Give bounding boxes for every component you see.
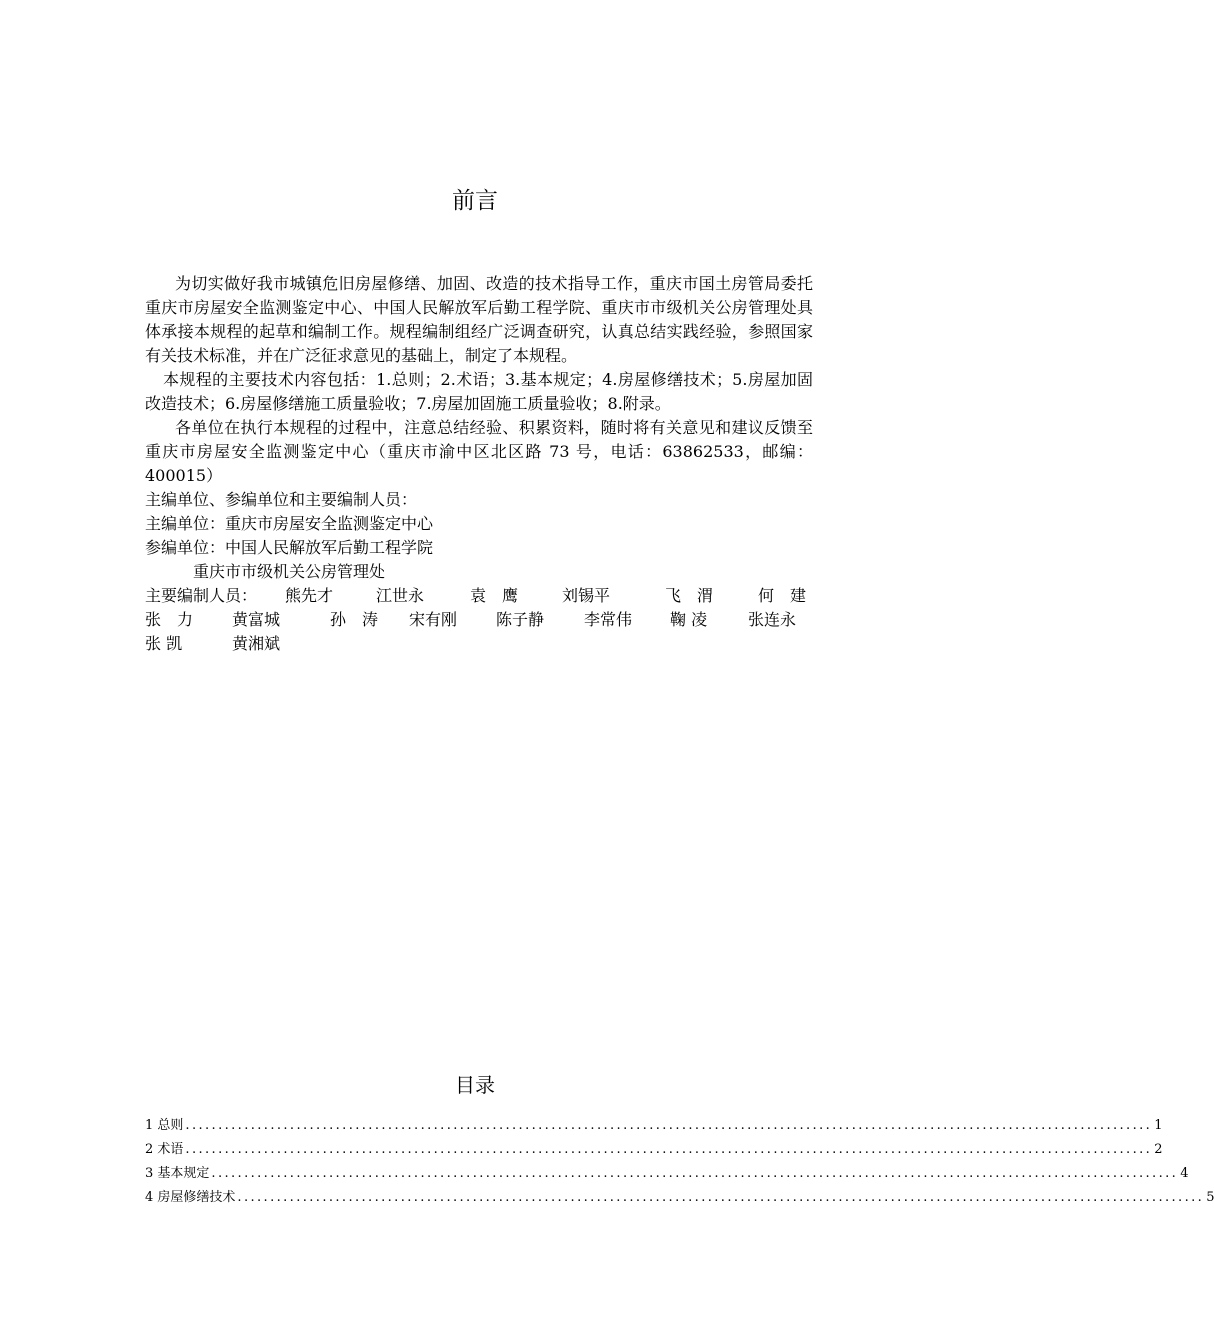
staff-name: 黄富城 bbox=[232, 610, 281, 629]
staff-name: 张 凯 bbox=[145, 634, 183, 653]
toc-leader-dots: .................................................................................................................................................... bbox=[237, 1190, 1205, 1205]
toc-entry-label: 4 房屋修缮技术 bbox=[145, 1190, 236, 1205]
staff-name: 李常伟 bbox=[584, 610, 633, 629]
toc-entry-label: 3 基本规定 bbox=[145, 1166, 210, 1181]
staff-name: 张连永 bbox=[748, 610, 797, 629]
staff-label: 主要编制人员： bbox=[145, 586, 258, 605]
preface-paragraph-1: 为切实做好我市城镇危旧房屋修缮、加固、改造的技术指导工作，重庆市国土房管局委托重庆市房屋安全监测鉴定中心、中国人民解放军后勤工程学院、重庆市市级机关公房管理处具体承接本规程的起草和编制工作。规程编制组经广泛调查研究，认真总结实践经验，参照国家有关技术标准，并在广泛征求意见的基础上，制定了本规程。 bbox=[145, 274, 813, 365]
toc-entry[interactable] bbox=[145, 1162, 1189, 1186]
preface-paragraph-3: 各单位在执行本规程的过程中，注意总结经验、积累资料，随时将有关意见和建议反馈至重庆市房屋安全监测鉴定中心（重庆市渝中区北区路 73 号，电话：63862533，邮编：400015） bbox=[145, 418, 813, 485]
staff-name: 孙 涛 bbox=[330, 610, 379, 629]
staff-name: 鞠 凌 bbox=[670, 610, 708, 629]
staff-name: 江世永 bbox=[376, 586, 425, 605]
preface-body bbox=[145, 272, 813, 656]
toc-leader-dots: .................................................................................................................................................... bbox=[185, 1142, 1153, 1157]
chief-unit: 主编单位：重庆市房屋安全监测鉴定中心 bbox=[145, 514, 434, 533]
toc-entry-page: 2 bbox=[1154, 1142, 1163, 1157]
staff-name: 飞 渭 bbox=[665, 586, 714, 605]
units-heading: 主编单位、参编单位和主要编制人员： bbox=[145, 490, 418, 509]
preface-paragraph-2: 本规程的主要技术内容包括：1.总则；2.术语；3.基本规定；4.房屋修缮技术；5.房屋加固改造技术；6.房屋修缮施工质量验收；7.房屋加固施工质量验收；8.附录。 bbox=[145, 370, 813, 413]
toc-title: 目录 bbox=[455, 1073, 495, 1097]
staff-row-2 bbox=[145, 608, 813, 632]
staff-name: 袁 鹰 bbox=[470, 586, 519, 605]
staff-name: 张 力 bbox=[145, 610, 194, 629]
toc-entry-page: 5 bbox=[1206, 1190, 1214, 1205]
participating-unit-2: 重庆市市级机关公房管理处 bbox=[193, 562, 386, 581]
preface-title: 前言 bbox=[452, 188, 498, 214]
toc-entry[interactable] bbox=[145, 1138, 1163, 1162]
staff-row-1 bbox=[145, 584, 813, 608]
toc-entry-label: 1 总则 bbox=[145, 1118, 184, 1133]
staff-name: 宋有刚 bbox=[409, 610, 458, 629]
staff-name: 熊先才 bbox=[285, 586, 334, 605]
toc-leader-dots: .................................................................................................................................................... bbox=[185, 1118, 1153, 1133]
staff-name: 何 建 bbox=[758, 586, 807, 605]
table-of-contents bbox=[145, 1114, 1214, 1210]
staff-row-3 bbox=[145, 632, 813, 656]
toc-entry[interactable] bbox=[145, 1114, 1163, 1138]
toc-entry-label: 2 术语 bbox=[145, 1142, 184, 1157]
staff-name: 黄湘斌 bbox=[232, 634, 281, 653]
staff-name: 陈子静 bbox=[496, 610, 545, 629]
toc-entry-page: 4 bbox=[1180, 1166, 1189, 1181]
staff-name: 刘锡平 bbox=[562, 586, 611, 605]
toc-entry[interactable] bbox=[145, 1186, 1214, 1210]
participating-unit-1: 参编单位：中国人民解放军后勤工程学院 bbox=[145, 538, 434, 557]
toc-leader-dots: .................................................................................................................................................... bbox=[211, 1166, 1179, 1181]
toc-entry-page: 1 bbox=[1154, 1118, 1163, 1133]
